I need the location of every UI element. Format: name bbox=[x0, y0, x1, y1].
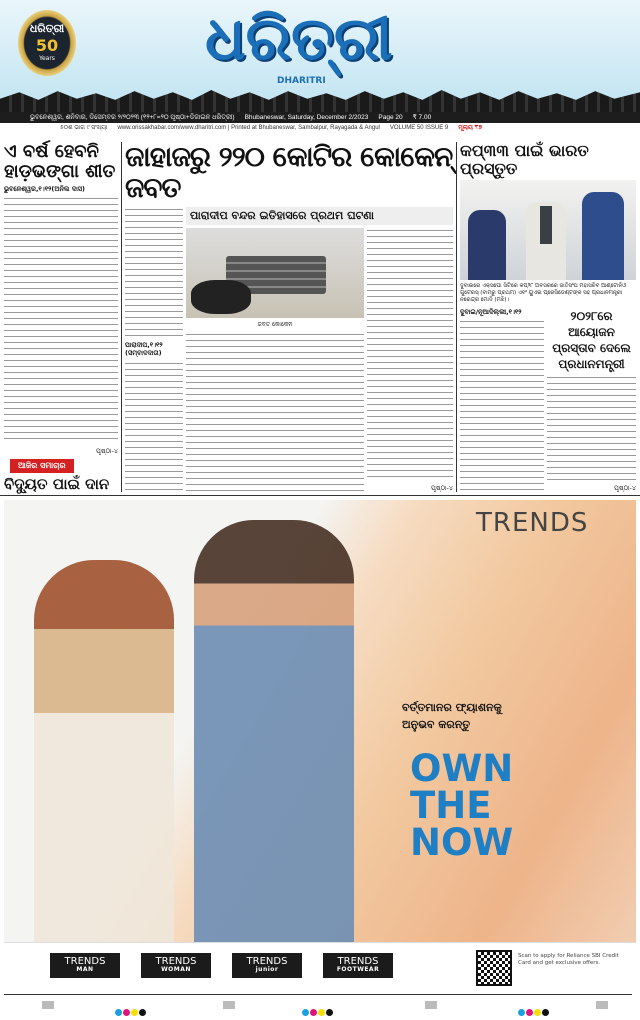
trends-man-logo: TRENDS MAN bbox=[50, 953, 120, 978]
qr-code[interactable] bbox=[476, 950, 512, 986]
section-label: ଆଜିର ସମାଚାର bbox=[10, 459, 74, 473]
body-text bbox=[125, 361, 183, 492]
body-text bbox=[4, 196, 118, 444]
ad-brand: TRENDS bbox=[476, 508, 589, 538]
crowd-silhouette bbox=[0, 90, 640, 112]
left-column bbox=[4, 142, 118, 492]
masthead bbox=[0, 0, 640, 112]
body-text bbox=[547, 375, 636, 480]
right-column bbox=[460, 142, 636, 492]
photo-caption: ଦୁବାଇରେ ଏକ୍ସପୋ ସିଟିରେ କପ୍‌୨୮ ଅବସରରେ ଜାତିସଂଘ ମହାସଚିବ ଆଣ୍ଟୋନିଓ ଗୁଟେରସ୍ (ବାମରୁ ପ୍ରଥମ) ଏବଂ ୟୁଏଇ ପ୍ରେସିଡେଣ୍ଟଙ୍କ ସହ ପ୍ରଧାନମନ୍ତ୍ରୀ ନରେନ୍ଦ୍ର ମୋଦି (ମଝି)। bbox=[460, 283, 626, 304]
trends-woman-logo: TRENDS WOMAN bbox=[141, 953, 211, 978]
continued-link[interactable]: ପୃଷ୍ଠା-୪ bbox=[96, 447, 118, 456]
info-bar: ୫୦ଶ ଭାଗ ୯ ସଂଖ୍ୟା www.orissakhabar.com/www.dharitri.com | Printed at Bhubaneswar, Sambalpur, Rayagada & Angul VOLUME 50 ISSUE 9 ମୂଲ୍ୟ ₹୭ bbox=[60, 125, 483, 131]
teaser-headline: ବିଦ୍ୟୁତ ପାଇଁ ଦାନ bbox=[4, 474, 110, 493]
date-bar: ଭୁବନେଶ୍ୱର, ଶନିବାର, ଡିସେମ୍ବର ୨/୨୦୨୩ (୧୨+୮=୨୦ ପୃଷ୍ଠା+ଡିଜାଇନ ଧରିତ୍ରୀ) Bhubaneswar, Saturday, December 2/2023 Page 20 ₹ 7.00 bbox=[0, 112, 640, 123]
cocaine-seizure-photo bbox=[186, 228, 364, 318]
body-text bbox=[186, 332, 364, 492]
trends-advertisement[interactable] bbox=[4, 500, 636, 988]
print-registration-marks bbox=[0, 1001, 640, 1013]
left-headline: ଏ ବର୍ଷ ହେବନି ହାଡ଼ଭଙ୍ଗା ଶୀତ bbox=[4, 141, 116, 182]
trends-junior-logo: TRENDS junior bbox=[232, 953, 302, 978]
male-model bbox=[194, 520, 354, 942]
50-years-badge: ଧରିତ୍ରୀ 50 Years bbox=[18, 10, 76, 76]
right-subheadline: ୨୦୨୮ରେ ଆୟୋଜନ ପ୍ରସ୍ତାବ ଦେଲେ ପ୍ରଧାନମନ୍ତ୍ରୀ bbox=[552, 308, 631, 372]
photo-caption: ଜବତ କୋକେନ bbox=[257, 320, 293, 328]
leaders-photo bbox=[460, 180, 636, 280]
body-text bbox=[460, 319, 544, 492]
bottom-rule bbox=[4, 994, 632, 995]
center-column bbox=[125, 142, 453, 492]
right-dateline: ଦୁବାଇ/ନୂଆଦିଲ୍ଲୀ,୧।୧୨ bbox=[460, 307, 522, 316]
column-divider bbox=[121, 142, 122, 492]
continued-link[interactable]: ପୃଷ୍ଠା-୪ bbox=[431, 483, 453, 492]
body-text bbox=[367, 228, 453, 481]
center-dateline: ପାରାଦୀପ,୧।୧୨ (ସମ୍ବାଦଦାତା) bbox=[125, 340, 163, 358]
trends-footwear-logo: TRENDS FOOTWEAR bbox=[323, 953, 393, 978]
divider bbox=[0, 495, 640, 496]
qr-text: Scan to apply for Reliance SBI Credit Card and get exclusive offers. bbox=[518, 953, 619, 967]
female-model bbox=[34, 560, 174, 942]
logo-english: DHARITRI bbox=[277, 76, 326, 86]
column-divider bbox=[456, 142, 457, 492]
subheadline: ପାରାଦୀପ ବନ୍ଦର ଇତିହାସରେ ପ୍ରଥମ ଘଟଣା bbox=[186, 207, 453, 225]
left-dateline: ଭୁବନେଶ୍ୱର,୧।୧୨(ଅନିଲ ଦାସ) bbox=[4, 184, 86, 193]
header-bars bbox=[0, 112, 640, 134]
right-headline: କପ୍‌୩୩ ପାଇଁ ଭାରତ ପ୍ରସ୍ତୁତ bbox=[460, 141, 589, 178]
brand-strip bbox=[4, 942, 636, 988]
ad-tagline: ବର୍ତ୍ତମାନର ଫ୍ୟାଶନକୁ ଅନୁଭବ କରନ୍ତୁ bbox=[402, 701, 502, 731]
ad-slogan: OWN THE NOW bbox=[410, 747, 514, 864]
continued-link[interactable]: ପୃଷ୍ଠା-୪ bbox=[614, 483, 636, 492]
main-headline: ଜାହାଜରୁ ୨୨୦ କୋଟିର କୋକେନ୍ ଜବତ bbox=[125, 140, 453, 204]
newspaper-logo: ଧରିତ୍ରୀ bbox=[205, 4, 393, 74]
body-text bbox=[125, 207, 183, 338]
